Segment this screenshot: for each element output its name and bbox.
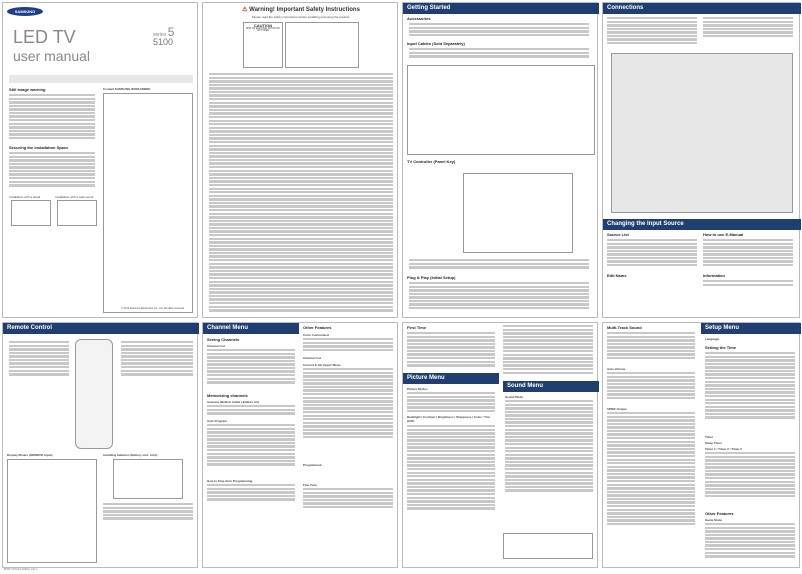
setting-time-heading: Setting the Time bbox=[705, 345, 737, 350]
game-mode-text bbox=[705, 523, 795, 559]
backlight-heading: Backlight / Contrast / Brightness / Sharpness / Color / Tint (G/R) bbox=[407, 415, 490, 423]
auto-volume-text bbox=[607, 372, 695, 401]
channel-panel bbox=[202, 322, 398, 568]
seeing-channels-heading: Seeing Channels bbox=[207, 337, 240, 342]
channel-list-text bbox=[207, 349, 295, 385]
antenna-heading: Antenna (Built-In Cable / Built-In Air) bbox=[207, 400, 259, 404]
batteries-heading: Installing batteries (Battery size: AAA) bbox=[103, 453, 158, 457]
connections-bar: Connections bbox=[603, 3, 801, 14]
caution-title: CAUTION bbox=[253, 23, 273, 28]
multitrack-heading: Multi-Track Sound bbox=[607, 325, 642, 330]
sound-menu-bar: Sound Menu bbox=[503, 381, 599, 392]
series-word: series bbox=[153, 32, 167, 38]
safety-panel bbox=[202, 2, 398, 318]
setup-bar: Setup Menu bbox=[701, 323, 801, 334]
remote-panel bbox=[2, 322, 198, 568]
memorizing-heading: Memorizing channels bbox=[207, 393, 248, 398]
color-customized-heading: Color Customized bbox=[303, 333, 329, 337]
sound-mode-text bbox=[505, 400, 593, 493]
timer-heading: Timer bbox=[705, 435, 714, 439]
display-modes-heading: Display Modes (HDMI/DVI Input) bbox=[7, 453, 53, 457]
caution-box bbox=[243, 22, 283, 68]
timer-text bbox=[705, 452, 795, 499]
remote-labels-right bbox=[121, 341, 193, 377]
install-stand-label: Installation with a stand. bbox=[9, 195, 42, 199]
color-customized-text bbox=[303, 338, 393, 352]
still-image-heading: Still image warning bbox=[9, 87, 46, 92]
install-wall-label: Installation with a wall-mount. bbox=[55, 195, 95, 199]
battery-notes bbox=[103, 503, 193, 521]
on-off-timer-heading: Timer 1 / Timer 2 / Timer 3 bbox=[705, 447, 742, 451]
other-features-heading: Other Features bbox=[303, 325, 332, 330]
getting-started-panel bbox=[402, 2, 598, 318]
sound-table bbox=[503, 533, 593, 559]
sleep-timer-heading: Sleep Timer bbox=[705, 441, 722, 445]
first-time-text bbox=[407, 332, 495, 368]
auto-volume-heading: Auto Volume bbox=[607, 367, 626, 371]
warning-icon: ⚠ bbox=[242, 7, 248, 13]
model-number: 5100 bbox=[153, 37, 174, 47]
stand-diagram bbox=[11, 200, 51, 226]
channel-list-heading: Channel List bbox=[207, 344, 226, 348]
programmed-heading: Programmed bbox=[303, 463, 322, 467]
antenna-text bbox=[207, 405, 295, 416]
setup-other-heading: Other Features bbox=[705, 511, 734, 516]
connections-text-left bbox=[607, 17, 697, 46]
series-number: 5 bbox=[167, 25, 175, 39]
display-modes-table bbox=[7, 459, 97, 563]
auto-program-heading: Auto Program bbox=[207, 419, 228, 423]
picture-modes-text bbox=[407, 392, 495, 413]
edit-name-heading: Edit Name bbox=[607, 273, 627, 278]
stop-auto-heading: How to Stop Auto Programming bbox=[207, 479, 253, 483]
plug-play-text bbox=[409, 282, 589, 311]
copyright: © 2013 Samsung Electronics Co., Ltd. All rights reserved. bbox=[121, 307, 185, 310]
source-list-text bbox=[607, 239, 697, 268]
battery-diagram bbox=[113, 459, 183, 499]
picture-modes-heading: Picture Modes bbox=[407, 387, 428, 391]
safety-title bbox=[203, 6, 399, 13]
safety-bullets bbox=[209, 73, 393, 313]
cover-panel bbox=[2, 2, 198, 318]
first-time-heading: First Time bbox=[407, 325, 427, 330]
ebook-heading: How to use E-Manual bbox=[703, 232, 744, 237]
risk-text: RISK OF ELECTRIC SHOCK DO NOT OPEN bbox=[245, 28, 281, 32]
current-menu-text bbox=[303, 368, 393, 440]
tv-controller-notes bbox=[409, 259, 589, 270]
connections-panel bbox=[602, 2, 800, 318]
spdif-text bbox=[607, 412, 695, 527]
remote-bar: Remote Control bbox=[3, 323, 199, 334]
source-list-heading: Source List bbox=[607, 232, 629, 237]
spdif-heading: SPDIF Output bbox=[607, 407, 627, 411]
ebook-text bbox=[703, 239, 793, 268]
stop-auto-text bbox=[207, 484, 295, 502]
changing-input-bar: Changing the Input Source bbox=[603, 219, 801, 230]
picture-text-right bbox=[503, 325, 593, 375]
safety-subtitle: Please read the safety instructions before installing and using the product. bbox=[251, 15, 351, 19]
print-info: BN68-XXXXXA-00ENG.indb 1 bbox=[4, 568, 38, 571]
still-image-text bbox=[9, 94, 95, 141]
auto-program-text bbox=[207, 424, 295, 467]
multitrack-text bbox=[607, 332, 695, 361]
setting-time-text bbox=[705, 352, 795, 420]
title-user-manual: user manual bbox=[13, 48, 91, 64]
connection-diagram bbox=[611, 53, 793, 213]
input-cables-list bbox=[409, 48, 589, 59]
input-cables-heading: Input Cables (Sold Separately) bbox=[407, 41, 465, 46]
accessories-heading: Accessories bbox=[407, 16, 431, 21]
setup-panel bbox=[602, 322, 800, 568]
wall-diagram bbox=[57, 200, 97, 226]
contact-heading: Contact SAMSUNG WORLDWIDE bbox=[103, 87, 151, 91]
remote-diagram bbox=[75, 339, 113, 449]
current-menu-heading: Current & Set Upper Menu bbox=[303, 363, 341, 367]
secure-text bbox=[9, 152, 95, 188]
cable-table bbox=[407, 65, 595, 155]
sound-mode-heading: Sound Mode bbox=[505, 395, 523, 399]
information-text bbox=[703, 280, 793, 287]
plug-play-heading: Plug & Play (Initial Setup) bbox=[407, 275, 456, 280]
tv-controller-heading: TV Controller (Panel Key) bbox=[407, 159, 456, 164]
accessories-list bbox=[409, 23, 589, 37]
other-channel-list-heading: Channel List bbox=[303, 356, 322, 360]
connections-text-right bbox=[703, 17, 793, 38]
picture-menu-bar: Picture Menu bbox=[403, 373, 499, 384]
picture-panel bbox=[402, 322, 598, 568]
symbol-box bbox=[285, 22, 359, 68]
language-heading: Language bbox=[705, 337, 720, 341]
title-led-tv: LED TV bbox=[13, 27, 76, 47]
information-heading: Information bbox=[703, 273, 725, 278]
remote-labels-left bbox=[9, 341, 69, 377]
samsung-logo: SAMSUNG bbox=[7, 7, 43, 16]
fine-tune-heading: Fine Tune bbox=[303, 483, 317, 487]
channel-bar: Channel Menu bbox=[203, 323, 299, 334]
intro-note bbox=[9, 75, 193, 83]
game-mode-heading: Game Mode bbox=[705, 518, 723, 522]
contact-table bbox=[103, 93, 193, 313]
tv-controller-diagram bbox=[463, 173, 573, 253]
getting-started-bar: Getting Started bbox=[403, 3, 599, 14]
safety-title-text: Warning! Important Safety Instructions bbox=[249, 7, 360, 13]
secure-heading: Securing the Installation Space bbox=[9, 145, 69, 150]
backlight-text bbox=[407, 425, 495, 511]
cover-title bbox=[13, 27, 90, 64]
fine-tune-text bbox=[303, 488, 393, 509]
